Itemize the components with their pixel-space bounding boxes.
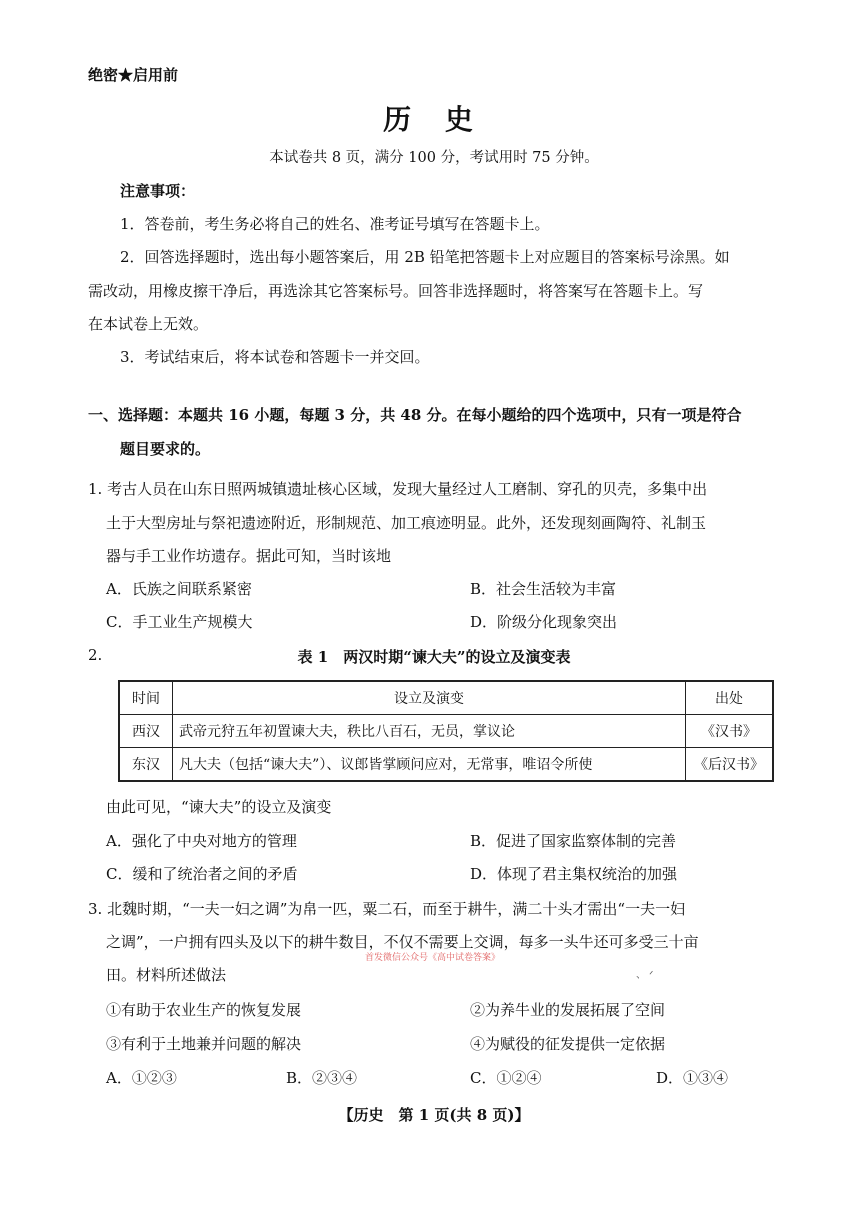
notice-item-2-line-3: 在本试卷上无效。 [88,315,209,333]
notice-item-2-line-1: 2．回答选择题时，选出每小题答案后，用 2B 铅笔把答题卡上对应题目的答案标号涂黑。如 [120,248,730,266]
table-row [119,748,773,782]
table-title: 表 1 两汉时期“谏大夫”的设立及演变表 [297,648,571,666]
notice-item-1: 1．答卷前，考生务必将自己的姓名、准考证号填写在答题卡上。 [120,215,550,233]
q3-statement-1: ①有助于农业生产的恢复发展 [106,1001,302,1019]
q2-number: 2. [88,646,103,664]
q1-stem-line-2: 土于大型房址与祭祀遗迹附近，形制规范、加工痕迹明显。此外，还发现刻画陶符、礼制玉 [106,514,707,532]
exam-info: 本试卷共 8 页，满分 100 分，考试用时 75 分钟。 [269,150,599,166]
table-cell: 《后汉书》 [686,748,774,782]
table-header-cell: 设立及演变 [173,681,686,715]
q3-stem-line-3: 田。材料所述做法 [106,966,227,984]
table-header-row [119,681,773,715]
q3-statement-2: ②为养牛业的发展拓展了空间 [470,1001,666,1019]
q3-statement-3: ③有利于土地兼并问题的解决 [106,1035,302,1053]
q1-option-c[interactable]: C．手工业生产规模大 [106,613,253,631]
q1-option-d[interactable]: D．阶级分化现象突出 [470,613,618,631]
table-cell: 凡大夫（包括“谏大夫”）、议郎皆掌顾问应对，无常事，唯诏令所使 [173,748,686,782]
page-footer: 【历史 第 1 页(共 8 页)】 [338,1106,530,1124]
q3-option-a[interactable]: A．①②③ [106,1069,177,1087]
section-heading-cont: 题目要求的。 [120,440,211,458]
section-heading: 一、选择题：本题共 16 小题，每题 3 分，共 48 分。在每小题给的四个选项中，只有一项是符合 [88,406,742,424]
table-cell: 东汉 [119,748,173,782]
data-table [118,680,774,782]
q1-stem-line-3: 器与手工业作坊遗存。据此可知，当时该地 [106,547,392,565]
q2-option-b[interactable]: B．促进了国家监察体制的完善 [470,832,677,850]
scan-mark: 、 ᐟ [636,970,654,981]
q2-option-c[interactable]: C．缓和了统治者之间的矛盾 [106,865,298,883]
q3-option-b[interactable]: B．②③④ [286,1069,358,1087]
q3-stem-line-2: 之调”，一户拥有四头及以下的耕牛数目，不仅不需要上交调，每多一头牛还可多受三十亩 [106,933,699,951]
page-title: 历 史 [383,103,485,136]
q3-option-d[interactable]: D．①③④ [656,1069,729,1087]
q2-option-a[interactable]: A．强化了中央对地方的管理 [106,832,297,850]
table-header-cell: 时间 [119,681,173,715]
table-header-cell: 出处 [686,681,774,715]
notice-item-2-line-2: 需改动，用橡皮擦干净后，再选涂其它答案标号。回答非选择题时，将答案写在答题卡上。写 [88,282,704,300]
q2-option-d[interactable]: D．体现了君主集权统治的加强 [470,865,678,883]
q3-stem-line-1: 3. 北魏时期，“一夫一妇之调”为帛一匹，粟二石，而至于耕牛，满二十头才需出“一夫一妇 [88,900,686,918]
q3-statement-4: ④为赋役的征发提供一定依据 [470,1035,666,1053]
table-cell: 《汉书》 [686,715,774,748]
notice-heading: 注意事项： [120,182,196,200]
table-cell: 武帝元狩五年初置谏大夫，秩比八百石，无员，掌议论 [173,715,686,748]
q1-option-a[interactable]: A．氏族之间联系紧密 [106,580,252,598]
watermark: 首发微信公众号《高中试卷答案》 [365,953,501,963]
q2-stem: 由此可见，“谏大夫”的设立及演变 [106,798,332,816]
q1-stem-line-1: 1. 考古人员在山东日照两城镇遗址核心区域，发现大量经过人工磨制、穿孔的贝壳，多集中出 [88,480,708,498]
notice-item-3: 3．考试结束后，将本试卷和答题卡一并交回。 [120,348,430,366]
confidential-label: 绝密★启用前 [88,66,179,84]
q3-option-c[interactable]: C．①②④ [470,1069,542,1087]
q1-option-b[interactable]: B．社会生活较为丰富 [470,580,617,598]
table-cell: 西汉 [119,715,173,748]
table-row [119,715,773,748]
